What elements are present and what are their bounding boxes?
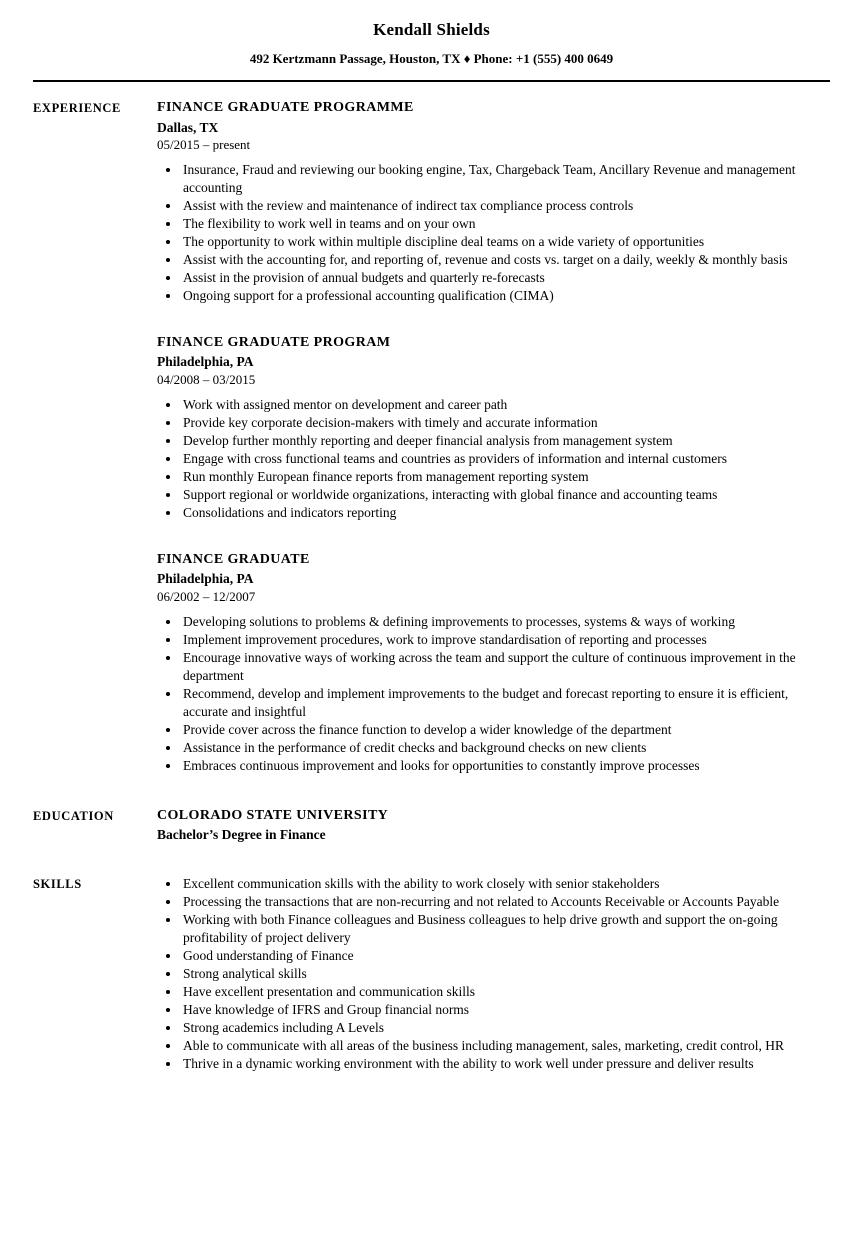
section-label-skills: SKILLS [33,877,82,892]
skills-bullet-list [181,875,830,1073]
bullet-item: • The flexibility to work well in teams and on your own [181,215,830,233]
bullet-item: • Processing the transactions that are non-recurring and not related to Accounts Receivable or Accounts Payable [181,893,830,911]
job-location: Dallas, TX [157,119,219,135]
bullet-item: • Assist with the accounting for, and reporting of, revenue and costs vs. target on a daily, weekly & monthly basis [181,251,830,269]
job-location: Philadelphia, PA [157,571,254,587]
bullet-item: • Assist in the provision of annual budgets and quarterly re-forecasts [181,269,830,287]
bullet-item: • Have excellent presentation and communication skills [181,983,830,1001]
section-skills [33,875,830,1073]
job-entry-3 [157,551,830,775]
bullet-item: • Assistance in the performance of credit checks and background checks on new clients [181,739,830,757]
bullet-item: • Provide key corporate decision-makers with timely and accurate information [181,414,830,432]
section-label-education: EDUCATION [33,808,114,823]
bullet-item: • Strong analytical skills [181,965,830,983]
section-label-experience: EXPERIENCE [33,101,121,115]
bullet-item: • Encourage innovative ways of working across the team and support the culture of continuous improvement in the department [181,649,830,685]
job-entry-1 [157,99,830,305]
job-bullet-list [181,613,830,775]
job-dates: 05/2015 – present [157,137,251,153]
bullet-item: • Developing solutions to problems & defining improvements to processes, systems & ways of working [181,613,830,631]
education-content [157,807,830,844]
bullet-item: • Develop further monthly reporting and deeper financial analysis from management system [181,432,830,450]
header-divider [33,80,830,82]
bullet-item: • Strong academics including A Levels [181,1019,830,1037]
bullet-item: • Thrive in a dynamic working environment with the ability to work well under pressure and deliver results [181,1055,830,1073]
job-entry-2 [157,334,830,522]
bullet-item: • Support regional or worldwide organizations, interacting with global finance and accounting teams [181,486,830,504]
resume-header [33,20,830,67]
contact-line: 492 Kertzmann Passage, Houston, TX ♦ Phone: +1 (555) 400 0649 [249,51,614,66]
bullet-item: • Able to communicate with all areas of the business including management, sales, marketing, credit control, HR [181,1037,830,1055]
bullet-item: • Insurance, Fraud and reviewing our booking engine, Tax, Chargeback Team, Ancillary Revenue and management accounting [181,161,830,197]
bullet-item: • Provide cover across the finance function to develop a wider knowledge of the department [181,721,830,739]
bullet-item: • Excellent communication skills with the ability to work closely with senior stakeholders [181,875,830,893]
job-dates: 04/2008 – 03/2015 [157,371,256,387]
bullet-item: • Ongoing support for a professional accounting qualification (CIMA) [181,287,830,305]
bullet-item: • Engage with cross functional teams and countries as providers of information and internal customers [181,450,830,468]
job-title: FINANCE GRADUATE PROGRAMME [157,100,414,115]
bullet-item: • Recommend, develop and implement improvements to the budget and forecast reporting to ensure it is efficient, accurate and insightful [181,685,830,721]
section-education [33,807,830,844]
school-name: COLORADO STATE UNIVERSITY [157,807,389,823]
bullet-item: • Implement improvement procedures, work to improve standardisation of reporting and processes [181,631,830,649]
degree: Bachelor’s Degree in Finance [157,827,326,843]
bullet-item: • Work with assigned mentor on development and career path [181,396,830,414]
bullet-item: • Have knowledge of IFRS and Group financial norms [181,1001,830,1019]
job-title: FINANCE GRADUATE [157,551,310,567]
job-bullet-list [181,396,830,522]
bullet-item: • Working with both Finance colleagues and Business colleagues to help drive growth and support the on-going profitability of project delivery [181,911,830,947]
bullet-item: • Consolidations and indicators reporting [181,504,830,522]
candidate-name: Kendall Shields [373,20,490,39]
job-location: Philadelphia, PA [157,354,254,370]
bullet-item: • Embraces continuous improvement and looks for opportunities to constantly improve processes [181,757,830,775]
bullet-item: • Assist with the review and maintenance of indirect tax compliance process controls [181,197,830,215]
experience-content [157,99,830,775]
bullet-item: • The opportunity to work within multiple discipline deal teams on a wide variety of opportunities [181,233,830,251]
section-experience [33,99,830,775]
job-dates: 06/2002 – 12/2007 [157,588,256,604]
bullet-item: • Good understanding of Finance [181,947,830,965]
job-bullet-list [181,161,830,305]
skills-content [157,875,830,1073]
job-title: FINANCE GRADUATE PROGRAM [157,334,391,350]
bullet-item: • Run monthly European finance reports from management reporting system [181,468,830,486]
